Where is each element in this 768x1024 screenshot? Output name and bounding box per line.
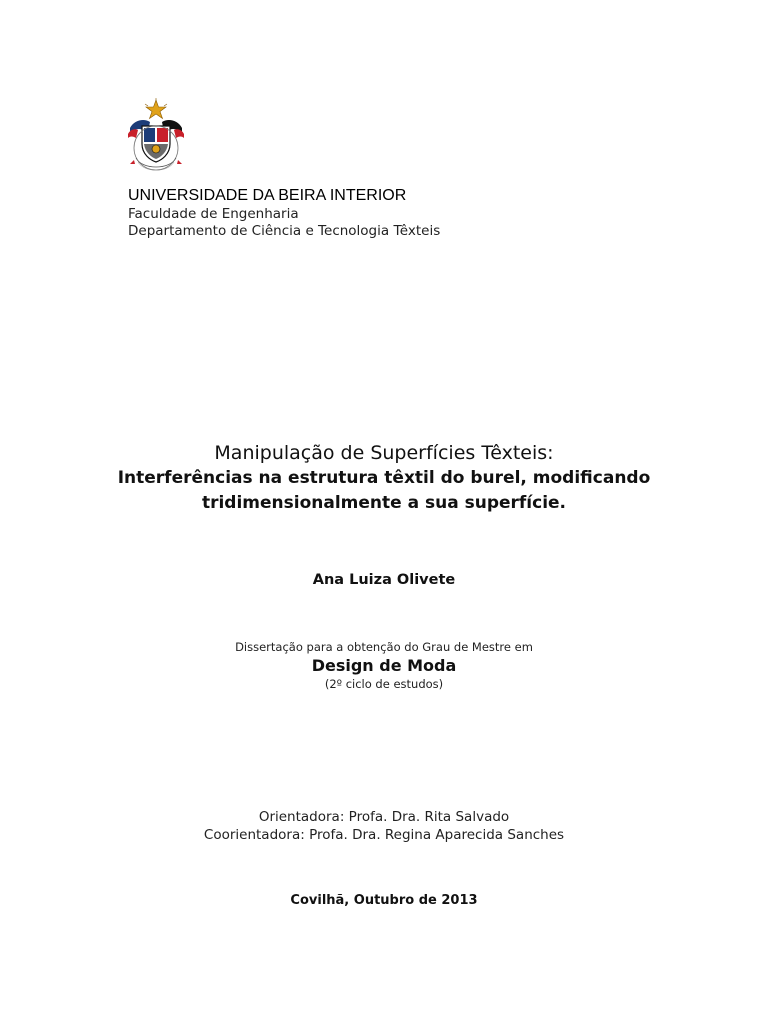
department-name: Departamento de Ciência e Tecnologia Têxteis [128, 223, 441, 239]
thesis-subtitle [0, 466, 768, 516]
thesis-subtitle-line-1: Interferências na estrutura têxtil do burel, modificando [117, 468, 651, 488]
degree-cycle: (2º ciclo de estudos) [324, 677, 444, 691]
co-advisor-line: Coorientadora: Profa. Dra. Regina Aparecida Sanches [203, 827, 565, 843]
university-crest-icon [124, 98, 188, 176]
star-emblem [145, 98, 167, 119]
university-name: UNIVERSIDADE DA BEIRA INTERIOR [128, 187, 407, 204]
place-and-date: Covilhã, Outubro de 2013 [290, 893, 478, 908]
thesis-subtitle-line-2: tridimensionalmente a sua superfície. [201, 493, 567, 513]
faculty-name: Faculdade de Engenharia [128, 206, 299, 222]
degree-statement: Dissertação para a obtenção do Grau de Mestre em [235, 640, 533, 654]
institution-header [128, 186, 440, 240]
author-name: Ana Luiza Olivete [312, 572, 456, 588]
advisor-line: Orientadora: Profa. Dra. Rita Salvado [258, 809, 510, 825]
thesis-title: Manipulação de Superfícies Têxteis: [214, 442, 554, 464]
degree-program: Design de Moda [311, 656, 457, 675]
supervision-block [0, 808, 768, 844]
